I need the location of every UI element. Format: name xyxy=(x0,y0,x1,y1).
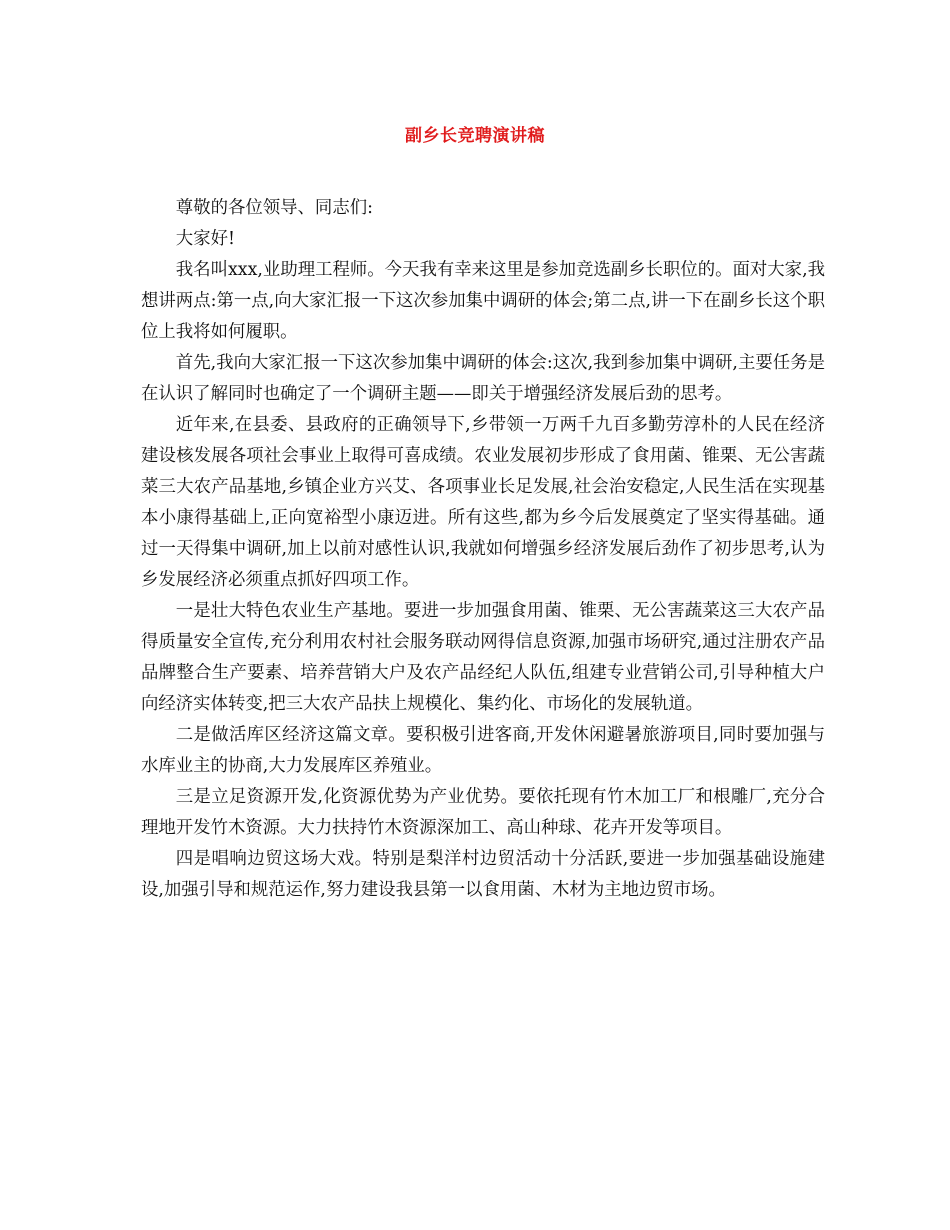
greeting-paragraph: 尊敬的各位领导、同志们: xyxy=(175,198,373,218)
task-three-paragraph: 三是立足资源开发,化资源优势为产业优势。要依托现有竹木加工厂和根雕厂,充分合理地开发竹木资源。大力扶持竹木资源深加工、高山种球、花卉开发等项目。 xyxy=(141,787,825,838)
task-two-paragraph: 二是做活库区经济这篇文章。要积极引进客商,开发休闲避暑旅游项目,同时要加强与水库业主的协商,大力发展库区养殖业。 xyxy=(141,725,825,776)
task-one-paragraph: 一是壮大特色农业生产基地。要进一步加强食用菌、锥栗、无公害蔬菜这三大农产品得质量安全宣传,充分利用农村社会服务联动网得信息资源,加强市场研究,通过注册农产品品牌整合生产要素、培养营销大户及农产品经纪人队伍,组建专业营销公司,引导种植大户向经济实体转变,把三大农产品扶上规模化、集约化、市场化的发展轨道。 xyxy=(141,601,825,714)
intro-paragraph: 我名叫xxx,业助理工程师。今天我有幸来这里是参加竞选副乡长职位的。面对大家,我想讲两点:第一点,向大家汇报一下这次参加集中调研的体会;第二点,讲一下在副乡长这个职位上我将如何履职。 xyxy=(141,260,825,342)
achievements-paragraph: 近年来,在县委、县政府的正确领导下,乡带领一万两千九百多勤劳淳朴的人民在经济建设核发展各项社会事业上取得可喜成绩。农业发展初步形成了食用菌、锥栗、无公害蔬菜三大农产品基地,乡镇企业方兴艾、各项事业长足发展,社会治安稳定,人民生活在实现基本小康得基础上,正向宽裕型小康迈进。所有这些,都为乡今后发展奠定了坚实得基础。通过一天得集中调研,加上以前对感性认识,我就如何增强乡经济发展后劲作了初步思考,认为乡发展经济必须重点抓好四项工作。 xyxy=(141,415,825,590)
document-body xyxy=(141,193,825,906)
task-four-paragraph: 四是唱响边贸这场大戏。特别是梨洋村边贸活动十分活跃,要进一步加强基础设施建设,加强引导和规范运作,努力建设我县第一以食用菌、木材为主地边贸市场。 xyxy=(141,849,825,900)
research-paragraph: 首先,我向大家汇报一下这次参加集中调研的体会:这次,我到参加集中调研,主要任务是在认识了解同时也确定了一个调研主题——即关于增强经济发展后劲的思考。 xyxy=(141,353,825,404)
hello-paragraph: 大家好! xyxy=(175,229,235,249)
document-title: 副乡长竞聘演讲稿 xyxy=(405,126,545,146)
